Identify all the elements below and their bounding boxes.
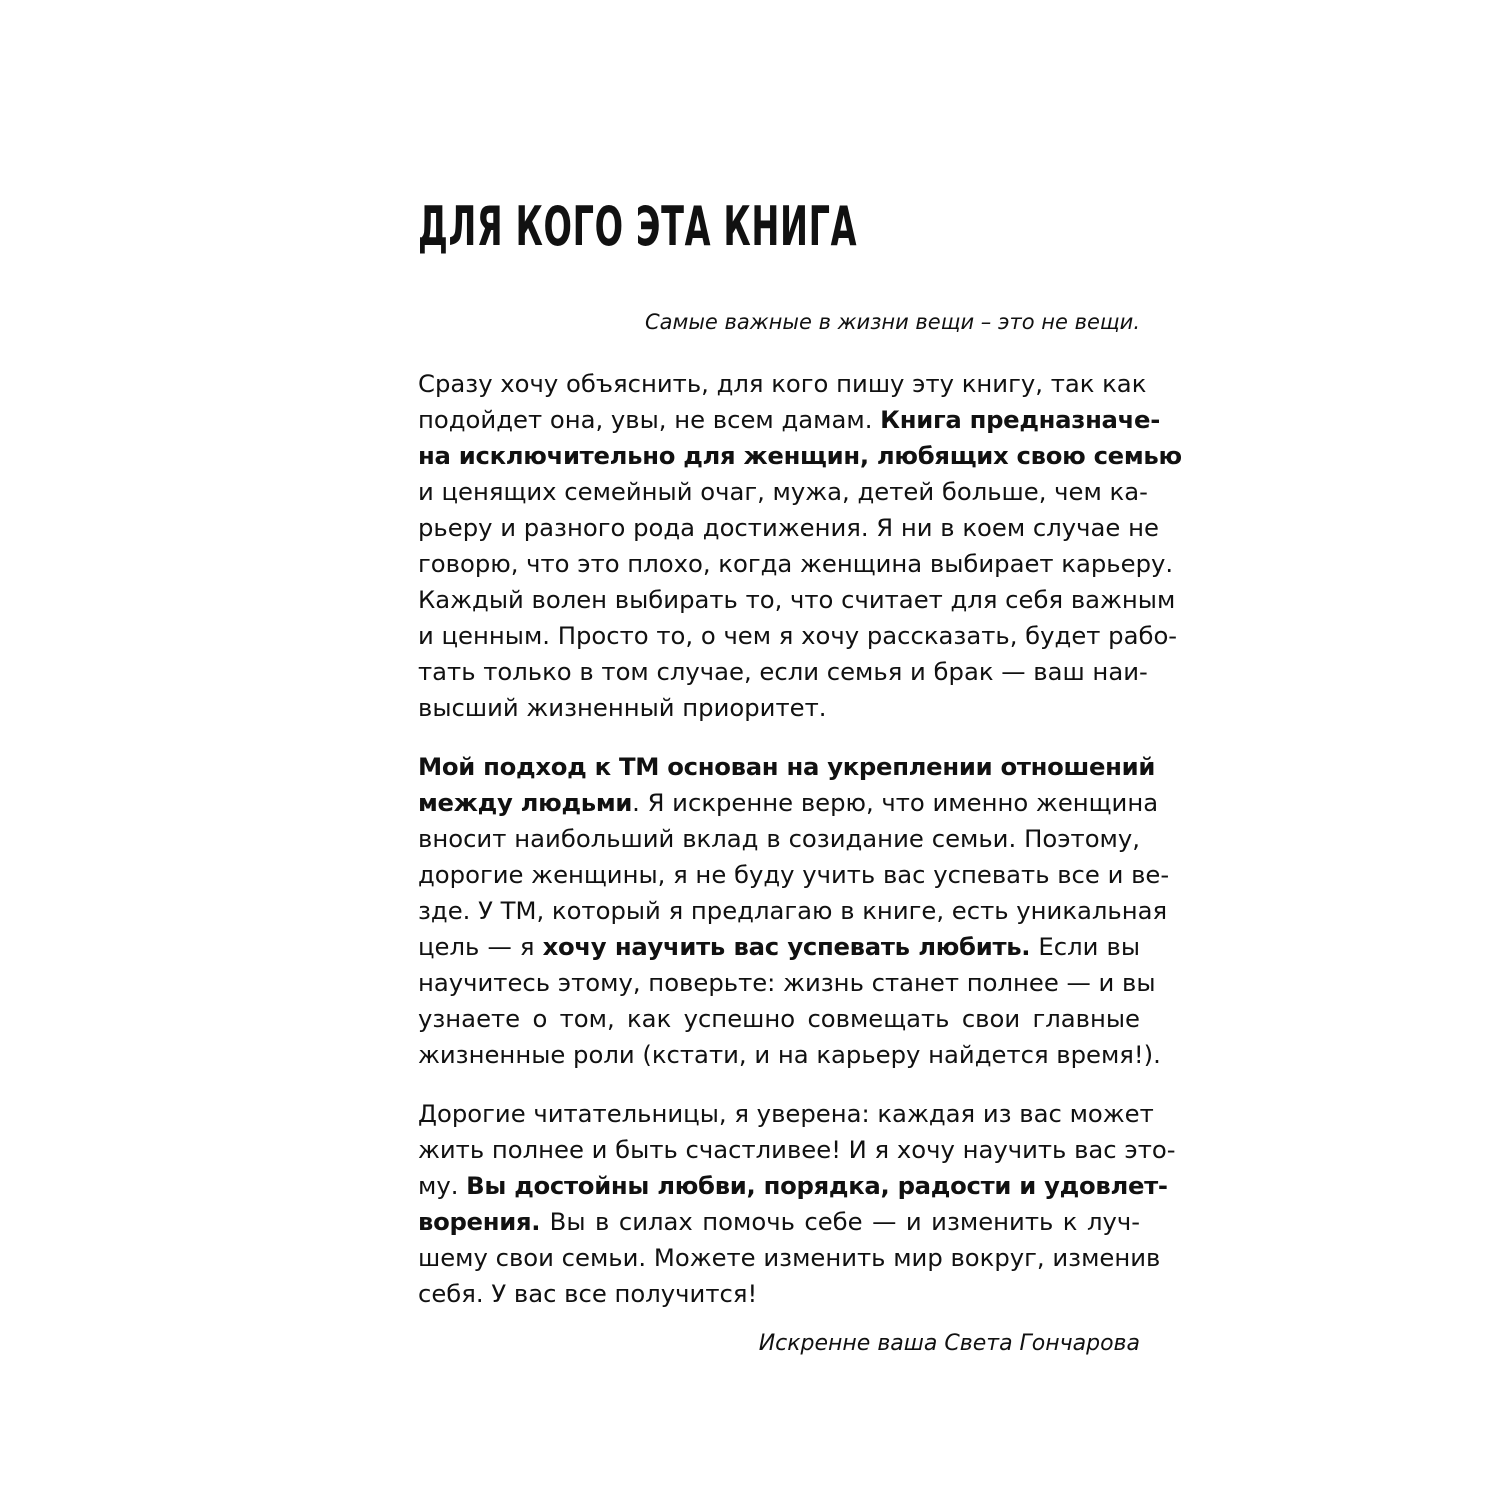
paragraph-approach [418, 749, 1170, 1073]
body-text: Если вы [1030, 932, 1141, 961]
text-line [418, 582, 1176, 618]
text-line [418, 857, 1170, 893]
text-line [418, 965, 1156, 1001]
body-text: узнаете о том, как успешно совмещать свои главные [418, 1004, 1140, 1033]
body-text: Дорогие читательницы, я уверена: каждая из вас может [418, 1099, 1154, 1128]
text-line [418, 929, 1140, 965]
body-text: . Я искренне верю, что именно женщина [632, 788, 1159, 817]
text-line [418, 510, 1159, 546]
bold-text: между людьми [418, 788, 633, 817]
body-text: Вы в силах помочь себе — и изменить к луч- [540, 1207, 1140, 1236]
text-line [418, 1168, 1168, 1204]
text-line [418, 1001, 1140, 1037]
text-line [418, 474, 1148, 510]
bold-text: хочу научить вас успевать любить. [542, 932, 1031, 961]
text-line [418, 1096, 1154, 1132]
bold-text: ворения. [418, 1207, 541, 1236]
text-line [418, 1132, 1176, 1168]
paragraph-intro [418, 366, 1182, 726]
text-line [418, 1204, 1140, 1240]
text-line [418, 893, 1168, 929]
body-text: дорогие женщины, я не буду учить вас успевать все и ве- [418, 860, 1170, 889]
body-text: высший жизненный приоритет. [418, 693, 827, 722]
text-line [418, 402, 1160, 438]
text-line [418, 546, 1174, 582]
body-text: и ценящих семейный очаг, мужа, детей больше, чем ка- [418, 477, 1148, 506]
body-text: подойдет она, увы, не всем дамам. [418, 405, 881, 434]
text-line [418, 366, 1147, 402]
text-line [418, 438, 1182, 474]
body-text: му. [418, 1171, 467, 1200]
body-text: вносит наибольший вклад в созидание семьи. Поэтому, [418, 824, 1140, 853]
bold-text: на исключительно для женщин, любящих свою семью [418, 441, 1182, 470]
text-line [418, 749, 1156, 785]
body-text: шему свои семьи. Можете изменить мир вокруг, изменив [418, 1243, 1161, 1272]
bold-text: Вы достойны любви, порядка, радости и удовлет- [466, 1171, 1168, 1200]
body-text: цель — я [418, 932, 543, 961]
body-text: зде. У ТМ, который я предлагаю в книге, есть уникальная [418, 896, 1168, 925]
chapter-title: ДЛЯ КОГО ЭТА КНИГА [418, 195, 858, 258]
book-page [418, 0, 1182, 1500]
text-line [418, 690, 1140, 726]
body-text: и ценным. Просто то, о чем я хочу рассказать, будет рабо- [418, 621, 1178, 650]
body-text: говорю, что это плохо, когда женщина выбирает карьеру. [418, 549, 1174, 578]
text-line [418, 785, 1159, 821]
body-text: тать только в том случае, если семья и брак — ваш наи- [418, 657, 1148, 686]
bold-text: Мой подход к ТМ основан на укреплении отношений [418, 752, 1156, 781]
body-text: жить полнее и быть счастливее! И я хочу научить вас это- [418, 1135, 1176, 1164]
body-text: жизненные роли (кстати, и на карьеру найдется время!). [418, 1040, 1161, 1069]
body-text: Сразу хочу объяснить, для кого пишу эту книгу, так как [418, 369, 1147, 398]
text-line [418, 618, 1178, 654]
text-line [418, 1037, 1161, 1073]
epigraph: Самые важные в жизни вещи – это не вещи. [644, 310, 1140, 334]
text-line [418, 821, 1140, 857]
text-line [418, 1276, 1140, 1312]
body-text: Каждый волен выбирать то, что считает для себя важным [418, 585, 1176, 614]
text-line [418, 1240, 1161, 1276]
paragraph-readers [418, 1096, 1176, 1312]
body-text: научитесь этому, поверьте: жизнь станет полнее — и вы [418, 968, 1156, 997]
author-signature: Искренне ваша Света Гончарова [758, 1331, 1140, 1356]
bold-text: Книга предназначе- [880, 405, 1160, 434]
text-line [418, 654, 1148, 690]
body-text: рьеру и разного рода достижения. Я ни в коем случае не [418, 513, 1159, 542]
body-text: себя. У вас все получится! [418, 1279, 758, 1308]
